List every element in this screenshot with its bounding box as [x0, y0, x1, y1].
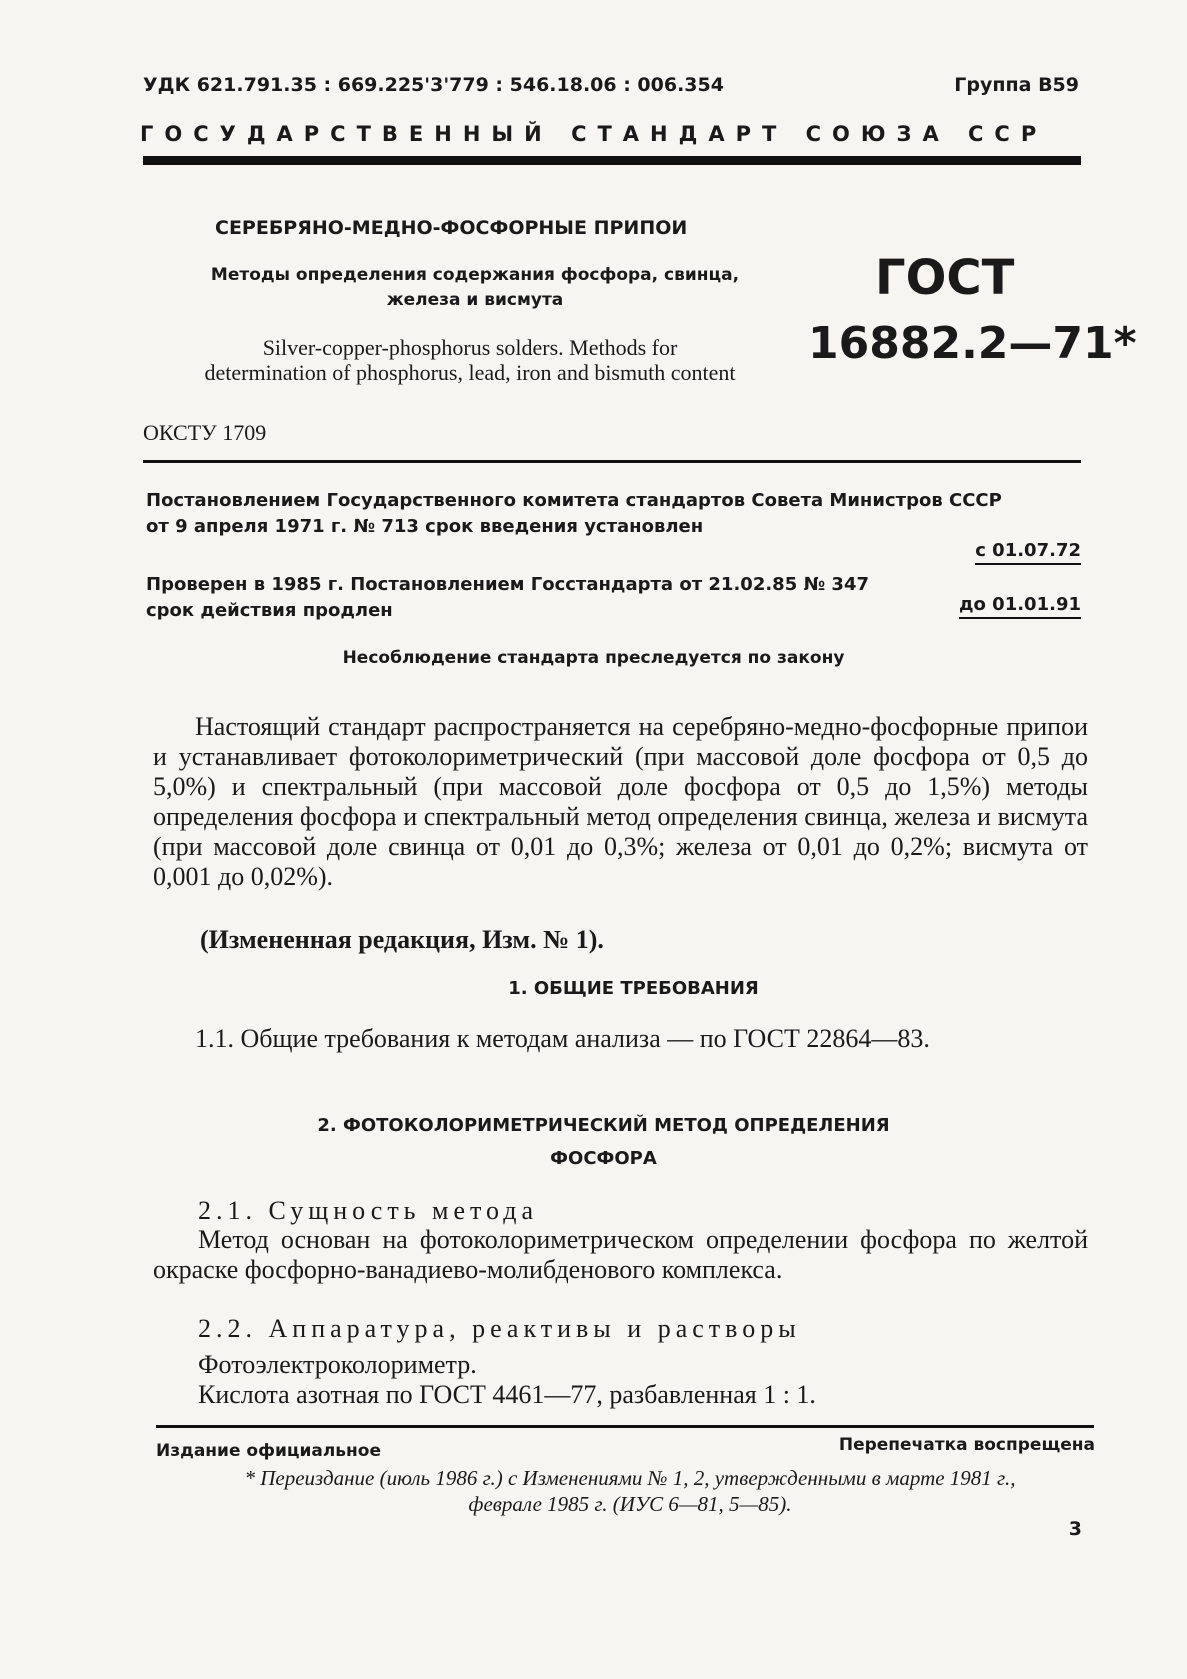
okstu-code: ОКСТУ 1709 — [143, 420, 267, 445]
section-1-text: 1.1. Общие требования к методам анализа — по ГОСТ 22864—83. — [195, 1024, 930, 1053]
english-title: Silver-copper-phosphorus solders. Methods for determination of phosphorus, lead, iron and bismuth content — [204, 335, 736, 385]
review-line-1: Проверен в 1985 г. Постановлением Госстандарта от 21.02.85 № 347 — [146, 574, 869, 595]
expiry-date: до 01.01.91 — [959, 594, 1081, 619]
reprint-prohibited: Перепечатка воспрещена — [838, 1435, 1095, 1455]
decree-line-1: Постановлением Государственного комитета стандартов Совета Министров СССР — [146, 490, 1002, 511]
official-edition: Издание официальное — [156, 1441, 382, 1461]
footer-rule — [156, 1425, 1094, 1428]
document-title: СЕРЕБРЯНО-МЕДНО-ФОСФОРНЫЕ ПРИПОИ — [215, 217, 688, 239]
review-line-2: срок действия продлен — [146, 600, 393, 621]
gost-number: 16882.2—71* — [808, 318, 1137, 369]
group-code: Группа В59 — [954, 74, 1079, 96]
gost-label: ГОСТ — [875, 250, 1015, 306]
section-2-heading-line-1: 2. ФОТОКОЛОРИМЕТРИЧЕСКИЙ МЕТОД ОПРЕДЕЛЕНИЯ — [317, 1115, 890, 1136]
reagent-photocolorimeter: Фотоэлектроколориметр. — [198, 1350, 477, 1379]
udk-code: УДК 621.791.35 : 669.225'3'779 : 546.18.06 : 006.354 — [143, 74, 724, 96]
intro-paragraph: Настоящий стандарт распространяется на серебряно-медно-фосфорные припои и устанавливает фотоколориметрический (при массовой доле фосфора от 0,5 до 5,0%) и спектральный (при массовой доле фосфора от 0,5 до 1,5%) методы определения фосфора и спектральный метод определения свинца, железа и висмута (при массовой доле свинца от 0,01 до 0,3%; железа от 0,01 до 0,2%; висмута от 0,001 до 0,02%). — [153, 712, 1088, 891]
section-1-heading: 1. ОБЩИЕ ТРЕБОВАНИЯ — [508, 978, 759, 999]
subsection-2-1-title: 2.1. Сущность метода — [198, 1196, 539, 1225]
subsection-2-2-title: 2.2. Аппаратура, реактивы и растворы — [198, 1314, 801, 1343]
subsection-2-1-text: Метод основан на фотоколориметрическом определении фосфора по желтой окраске фосфорно-ванадиево-молибденового комплекса. — [153, 1225, 1088, 1284]
reagent-nitric-acid: Кислота азотная по ГОСТ 4461—77, разбавленная 1 : 1. — [198, 1380, 816, 1409]
title-rule — [143, 460, 1081, 463]
effective-date: с 01.07.72 — [975, 540, 1081, 565]
reissue-note: * Переиздание (июль 1986 г.) с Изменениями № 1, 2, утвержденными в марте 1981 г., феврале 1985 г. (ИУС 6—81, 5—85). — [244, 1466, 1016, 1516]
legal-warning: Несоблюдение стандарта преследуется по закону — [342, 648, 845, 668]
section-2-heading-line-2: ФОСФОРА — [550, 1148, 657, 1169]
state-standard-heading: ГОСУДАРСТВЕННЫЙ СТАНДАРТ СОЮЗА ССР — [140, 122, 1048, 146]
decree-line-2: от 9 апреля 1971 г. № 713 срок введения установлен — [146, 516, 704, 537]
header-rule — [143, 156, 1081, 165]
amendment-note: (Измененная редакция, Изм. № 1). — [200, 925, 604, 954]
document-subtitle: Методы определения содержания фосфора, свинца, железа и висмута — [210, 265, 740, 310]
page-number: 3 — [1068, 1518, 1082, 1540]
